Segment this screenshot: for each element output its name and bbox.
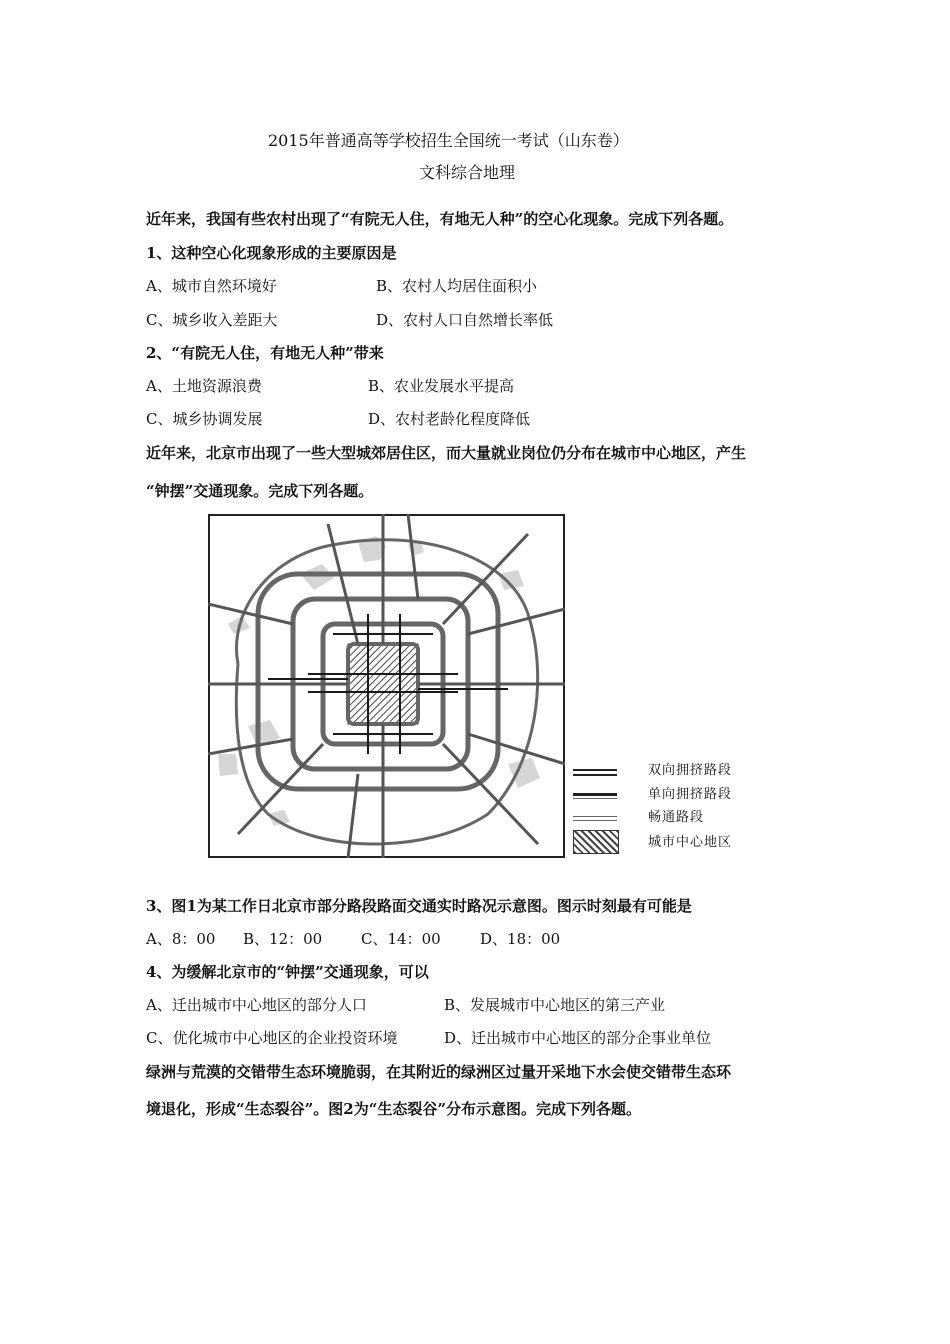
question-4-option-b: B、发展城市中心地区的第三产业 xyxy=(444,996,666,1014)
question-3-option-a: A、8：00 xyxy=(146,930,216,948)
legend-one-way-label: 单向拥挤路段 xyxy=(648,787,733,802)
question-1-option-b: B、农村人均居住面积小 xyxy=(376,277,538,295)
beijing-traffic-map xyxy=(208,514,565,858)
question-3-option-c: C、14：00 xyxy=(361,930,441,948)
intro-paragraph-3-line-1: 绿洲与荒漠的交错带生态环境脆弱，在其附近的绿洲区过量开采地下水会使交错带生态环 xyxy=(146,1063,732,1081)
question-1-option-d: D、农村人口自然增长率低 xyxy=(376,311,554,329)
exam-subtitle: 文科综合地理 xyxy=(419,163,516,182)
legend-one-way-swatch xyxy=(573,793,617,799)
question-4-option-c: C、优化城市中心地区的企业投资环境 xyxy=(146,1029,398,1047)
question-1-option-c: C、城乡收入差距大 xyxy=(146,311,278,329)
question-2-option-b: B、农业发展水平提高 xyxy=(368,377,515,395)
question-2-stem: 2、“有院无人住，有地无人种”带来 xyxy=(146,344,384,362)
legend-clear-label: 畅通路段 xyxy=(648,810,705,825)
question-1-stem: 1、这种空心化现象形成的主要原因是 xyxy=(146,244,397,262)
question-1-option-a: A、城市自然环境好 xyxy=(146,277,277,295)
intro-paragraph-3-line-2: 境退化，形成“生态裂谷”。图2为“生态裂谷”分布示意图。完成下列各题。 xyxy=(146,1100,641,1118)
question-3-stem: 3、图1为某工作日北京市部分路段路面交通实时路况示意图。图示时刻最有可能是 xyxy=(146,897,692,915)
exam-title: 2015年普通高等学校招生全国统一考试（山东卷） xyxy=(268,131,629,150)
legend-two-way-label: 双向拥挤路段 xyxy=(648,763,733,778)
legend-center-swatch xyxy=(573,830,619,854)
legend-clear-swatch xyxy=(573,816,617,821)
intro-paragraph-1: 近年来，我国有些农村出现了“有院无人住，有地无人种”的空心化现象。完成下列各题。 xyxy=(146,210,734,228)
legend-center-label: 城市中心地区 xyxy=(648,835,733,850)
question-2-option-d: D、农村老龄化程度降低 xyxy=(368,410,531,428)
intro-paragraph-2-line-2: “钟摆”交通现象。完成下列各题。 xyxy=(146,482,374,500)
question-4-stem: 4、为缓解北京市的“钟摆”交通现象，可以 xyxy=(146,963,429,981)
question-4-option-d: D、迁出城市中心地区的部分企事业单位 xyxy=(444,1029,712,1047)
question-3-option-d: D、18：00 xyxy=(480,930,561,948)
intro-paragraph-2-line-1: 近年来，北京市出现了一些大型城郊居住区，而大量就业岗位仍分布在城市中心地区，产生 xyxy=(146,444,747,462)
question-2-option-a: A、土地资源浪费 xyxy=(146,377,262,395)
question-2-option-c: C、城乡协调发展 xyxy=(146,410,263,428)
city-center-area xyxy=(348,644,418,724)
legend-two-way-swatch xyxy=(573,769,617,776)
question-4-option-a: A、迁出城市中心地区的部分人口 xyxy=(146,996,367,1014)
question-3-option-b: B、12：00 xyxy=(243,930,323,948)
